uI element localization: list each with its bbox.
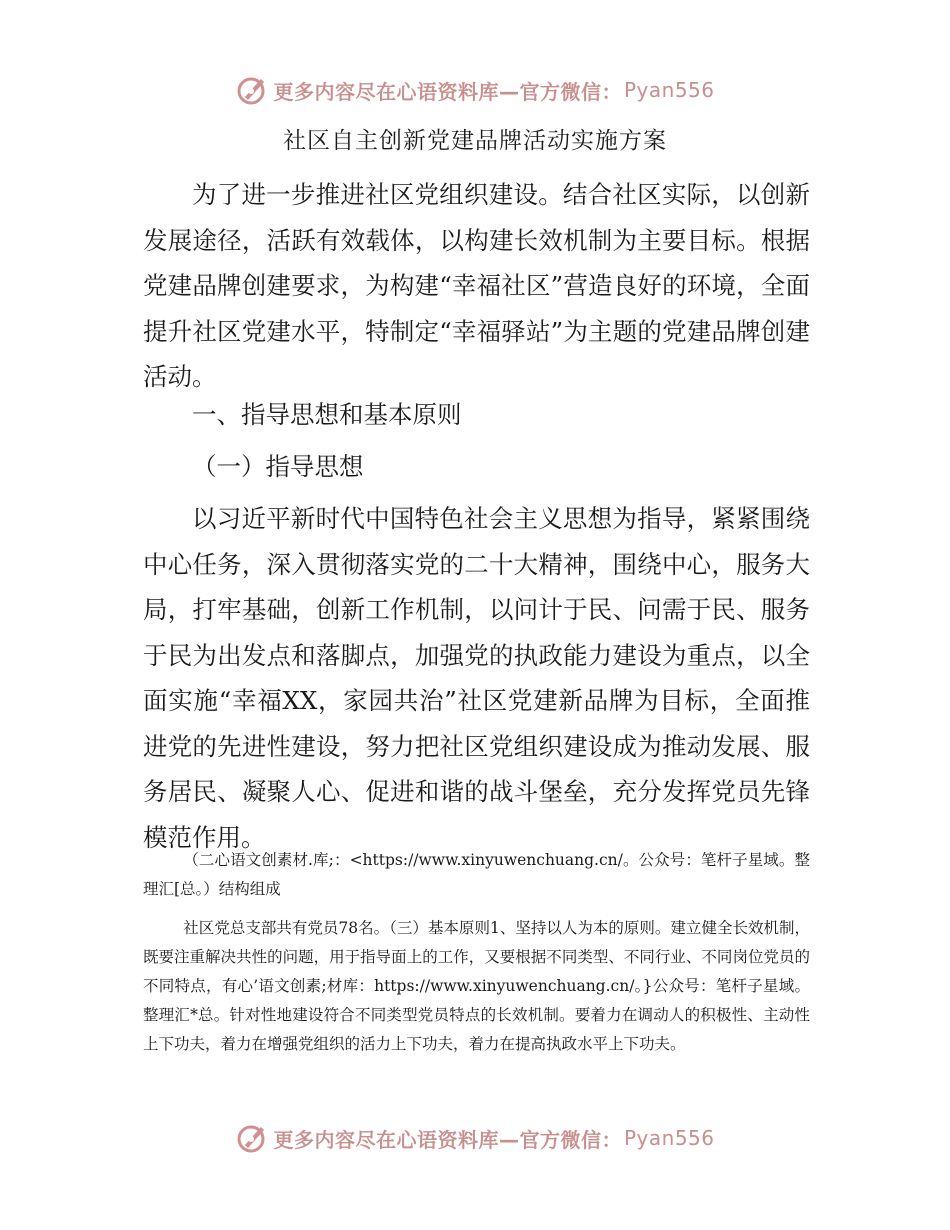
intro-section — [143, 172, 810, 400]
pen-nib-logo-icon — [235, 73, 269, 107]
subsection-heading-container — [143, 444, 810, 490]
banner-account: Pyan556 — [623, 1126, 715, 1150]
intro-paragraph: 为了进一步推进社区党组织建设。结合社区实际，以创新发展途径，活跃有效载体，以构建长效机制为主要目标。根据党建品牌创建要求，为构建“幸福社区”营造良好的环境，全面提升社区党建水平，特制定“幸福驿站”为主题的党建品牌创建活动。 — [143, 180, 810, 391]
banner-text: 更多内容尽在心语资料库—官方微信： — [273, 79, 622, 104]
banner-account: Pyan556 — [623, 78, 715, 102]
pen-nib-logo-icon — [235, 1121, 269, 1155]
structure-paragraph: （二心语文创素材.库;：<https://www.xinyuwenchuang.cn/。公众号：笔杆子星域。整理汇[总。）结构组成 — [143, 851, 810, 898]
footer-watermark-banner — [0, 1118, 950, 1158]
banner-text: 更多内容尽在心语资料库—官方微信： — [273, 1127, 622, 1152]
small-paragraph-principles — [143, 914, 810, 1059]
section-heading: 一、指导思想和基本原则 — [192, 400, 462, 429]
section-heading-container — [143, 392, 810, 438]
header-watermark-banner — [0, 70, 950, 110]
guiding-thought-section — [143, 496, 810, 860]
subsection-heading: （一）指导思想 — [192, 452, 364, 481]
document-title: 社区自主创新党建品牌活动实施方案 — [283, 128, 667, 154]
small-paragraph-structure — [143, 846, 810, 904]
principles-paragraph: 社区党总支部共有党员78名。（三）基本原则1、坚持以人为本的原则。建立健全长效机制，既要注重解决共性的问题，用于指导面上的工作，又要根据不同类型、不同行业、不同岗位党员的不同特点，有心’语文创素;材库：https://www.xinyuwenchuang.cn/。}公众号：笔杆子星域。整理汇*总。针对性地建设符合不同类型党员特点的长效机制。要着力在调动人的积极性、主动性上下功夫，着力在增强党组织的活力上下功夫，着力在提高执政水平上下功夫。 — [143, 919, 810, 1053]
guiding-thought-paragraph: 以习近平新时代中国特色社会主义思想为指导，紧紧围绕中心任务，深入贯彻落实党的二十大精神，围绕中心，服务大局，打牢基础，创新工作机制，以问计于民、问需于民、服务于民为出发点和落脚点，加强党的执政能力建设为重点，以全面实施“幸福XX，家园共治”社区党建新品牌为目标，全面推进党的先进性建设，努力把社区党组织建设成为推动发展、服务居民、凝聚人心、促进和谐的战斗堡垒，充分发挥党员先锋模范作用。 — [143, 504, 810, 852]
